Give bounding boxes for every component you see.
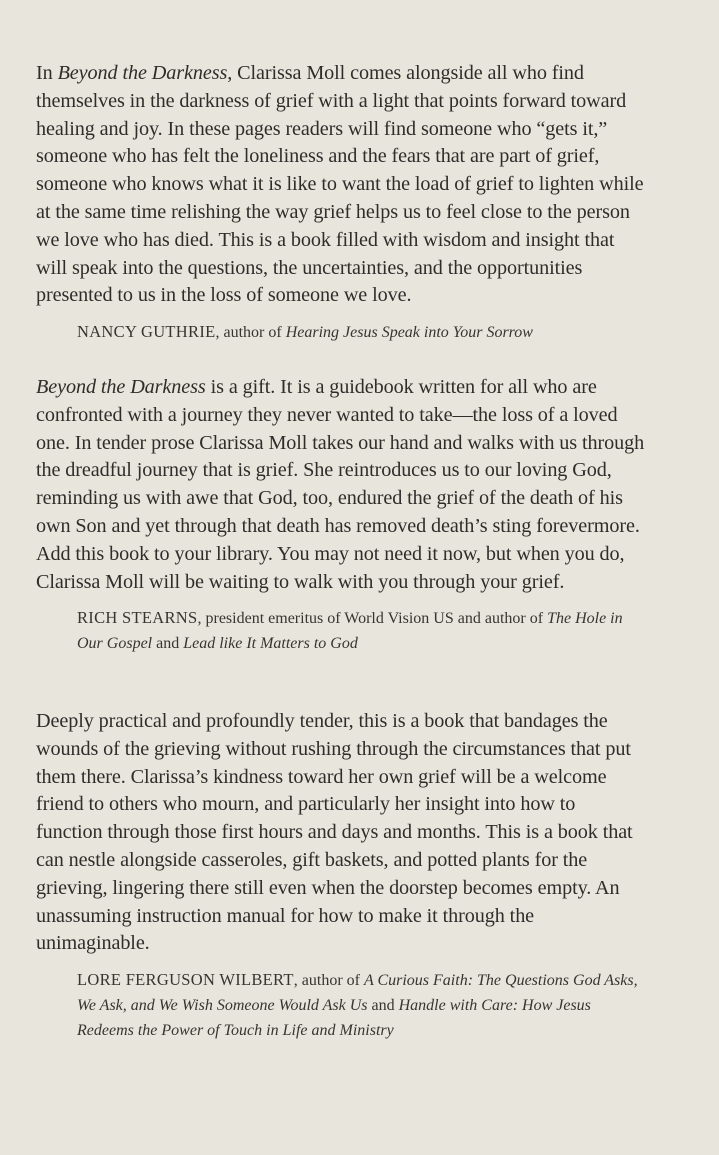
endorsement-lore-ferguson-wilbert [36,708,646,1043]
endorsement-attribution [77,967,646,1043]
book-title: Beyond the Darkness [36,376,206,398]
endorsement-quote [36,60,646,310]
endorsement-nancy-guthrie [36,60,646,345]
endorser-name: RICH STEARNS [77,608,198,628]
book-title: Beyond the Darkness [57,62,228,84]
quote-text: Deeply practical and profoundly tender, this is a book that bandages the wounds of the grieving without rushing through the circumstances that put them there. Clarissa’s kindness toward her own grief will be a welcome friend to others who mourn, and particularly her insight into how to function through those first hours and days and months. This is a book that can nestle alongside casseroles, gift baskets, and potted plants for the grieving, lingering there still even when the doorstep becomes empty. An unassuming instruction manual for how to make it through the unimaginable. [36,710,633,955]
endorsement-quote [36,374,646,596]
endorser-book-title: Lead like It Matters to God [183,635,358,653]
endorsement-attribution [77,319,646,345]
endorser-book-title: The Hole in Our Gospel [77,610,623,653]
endorser-credential: , president emeritus of World Vision US and author of [197,610,548,628]
endorsement-attribution [77,605,646,656]
endorser-credential: , author of [293,972,364,990]
endorser-book-title: A Curious Faith: The Questions God Asks, We Ask, and We Wish Someone Would Ask Us [77,972,638,1015]
endorser-name: LORE FERGUSON WILBERT [77,970,294,990]
quote-text: is a gift. It is a guidebook written for all who are confronted with a journey they never wanted to take—the loss of a loved one. In tender prose Clarissa Moll takes our hand and walks with us through the dreadful journey that is grief. She reintroduces us to our loving God, reminding us with awe that God, too, endured the grief of the death of his own Son and yet through that death has removed death’s sting forevermore. Add this book to your library. You may not need it now, but when you do, Clarissa Moll will be waiting to walk with you through your grief. [36,376,645,593]
endorsement-rich-stearns [36,374,646,656]
attribution-conjunction: and [367,997,399,1015]
endorser-book-title: Hearing Jesus Speak into Your Sorrow [285,324,533,342]
quote-text: , Clarissa Moll comes alongside all who find themselves in the darkness of grief with a light that points forward toward healing and joy. In these pages readers will find someone who “gets it,” someone who has felt the loneliness and the fears that are part of grief, someone who knows what it is like to want the load of grief to lighten while at the same time relishing the way grief helps us to feel close to the person we love who has died. This is a book filled with wisdom and insight that will speak into the questions, the uncertainties, and the opportunities presented to us in the loss of someone we love. [36,62,644,307]
endorser-credential: , author of [215,324,286,342]
attribution-conjunction: and [152,635,184,653]
quote-text: In [36,62,58,84]
endorser-name: NANCY GUTHRIE [77,322,216,342]
endorser-book-title: Handle with Care: How Jesus Redeems the Power of Touch in Life and Ministry [77,997,591,1040]
endorsement-quote [36,708,646,958]
